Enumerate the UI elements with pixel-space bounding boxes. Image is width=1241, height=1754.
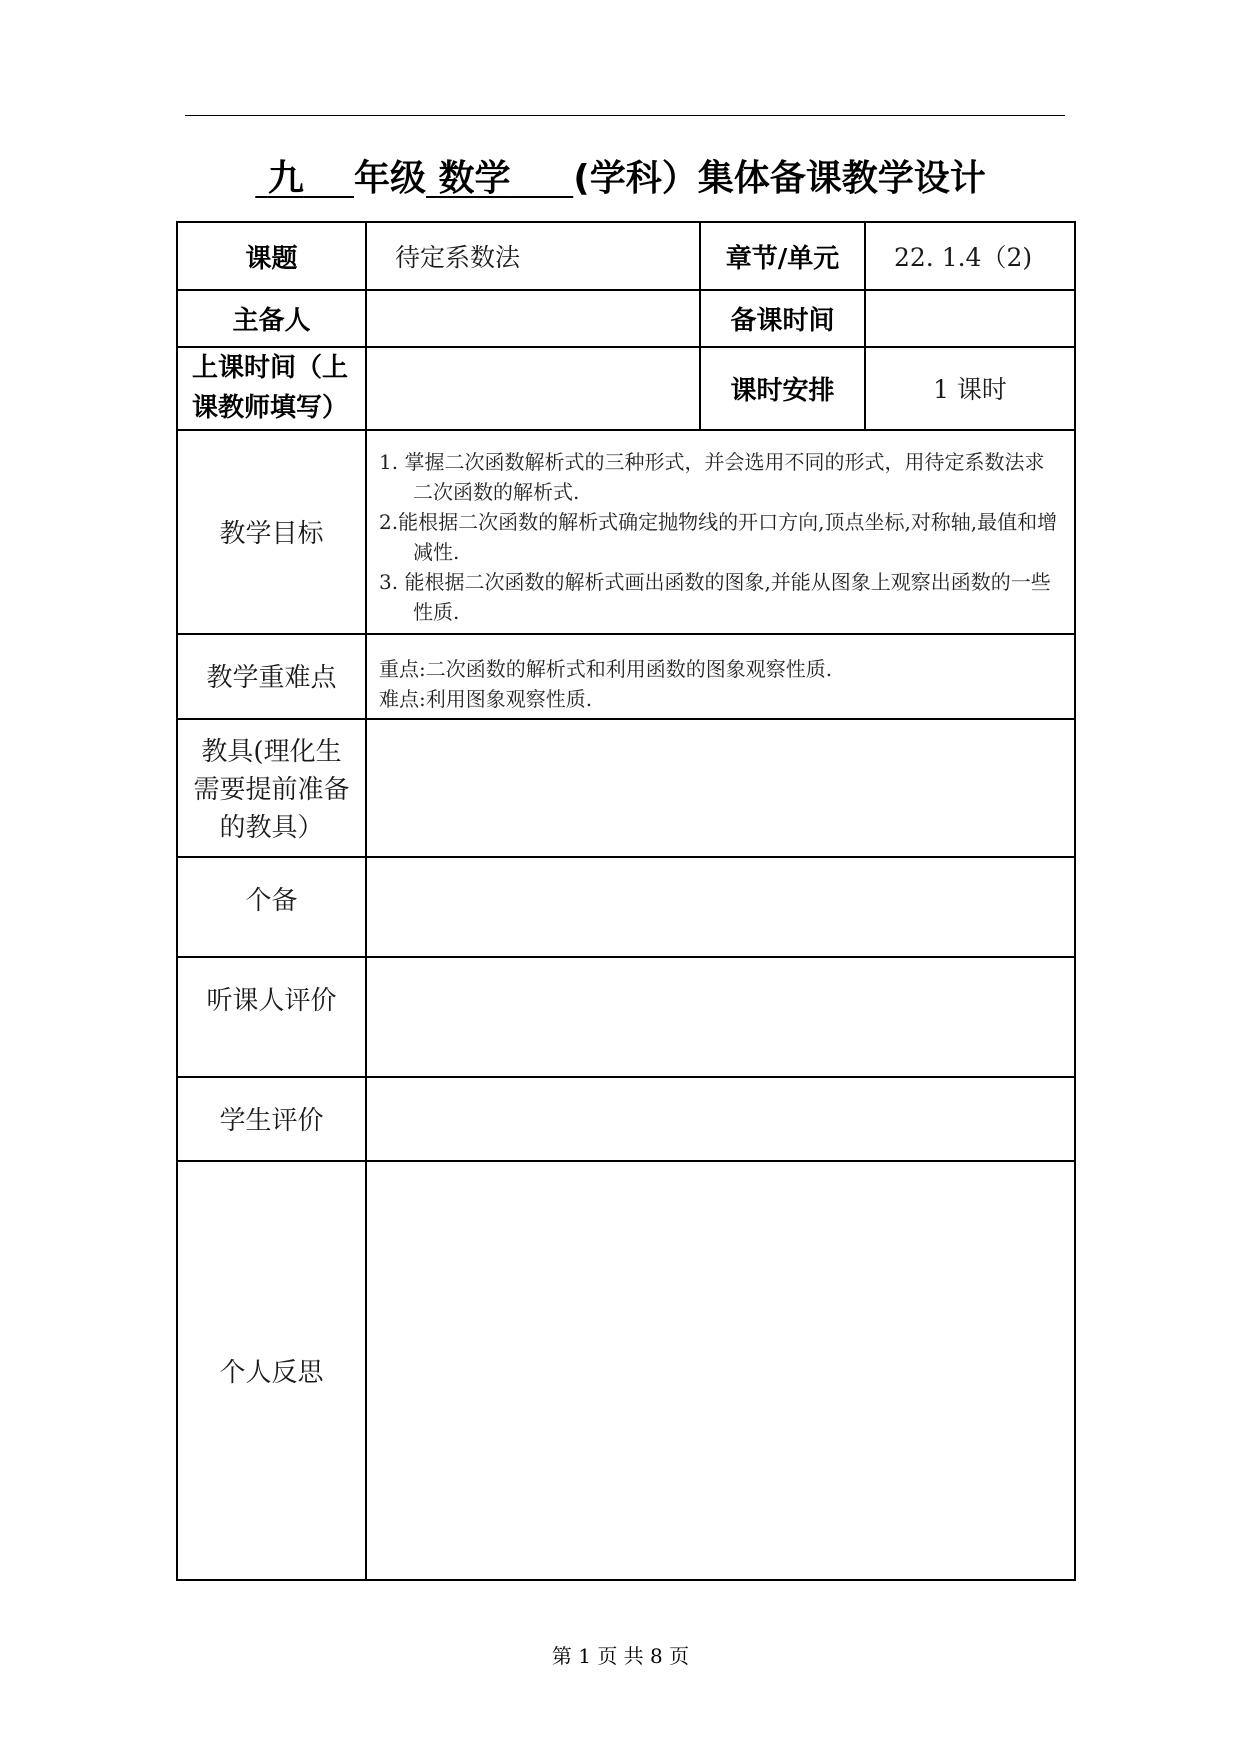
chapter-label: 章节/单元 <box>700 222 865 290</box>
header-rule <box>185 115 1065 116</box>
row-objectives <box>177 430 1075 635</box>
objective-item: 3. 能根据二次函数的解析式画出函数的图象,并能从图象上观察出函数的一些性质. <box>379 569 1051 624</box>
lesson-plan-table <box>176 221 1076 1581</box>
topic-value: 待定系数法 <box>366 222 700 290</box>
page-footer: 第 1 页 共 8 页 <box>551 1644 690 1668</box>
row-tools <box>177 719 1075 856</box>
row-preparer <box>177 290 1075 347</box>
objectives-label: 教学目标 <box>177 430 366 635</box>
row-student-eval <box>177 1077 1075 1160</box>
tools-value[interactable] <box>366 719 1075 856</box>
objectives-cell <box>366 430 1075 635</box>
topic-label: 课题 <box>177 222 366 290</box>
preparer-value[interactable] <box>366 290 700 347</box>
class-time-label: 上课时间（上课教师填写） <box>177 347 366 429</box>
row-class-time <box>177 347 1075 429</box>
objective-item: 2.能根据二次函数的解析式确定抛物线的开口方向,顶点坐标,对称轴,最值和增减性. <box>379 509 1058 564</box>
title-subject: 数学 <box>438 158 511 199</box>
key-points-cell <box>366 634 1075 719</box>
student-eval-label: 学生评价 <box>177 1077 366 1160</box>
key-points-label: 教学重难点 <box>177 634 366 719</box>
schedule-label: 课时安排 <box>700 347 865 429</box>
row-individual-prep <box>177 857 1075 957</box>
prep-time-label: 备课时间 <box>700 290 865 347</box>
observer-eval-label: 听课人评价 <box>177 957 366 1077</box>
title-rest: (学科）集体备课教学设计 <box>573 158 986 199</box>
row-observer-eval <box>177 957 1075 1077</box>
individual-prep-label: 个备 <box>177 857 366 957</box>
reflection-label: 个人反思 <box>177 1161 366 1580</box>
row-reflection <box>177 1161 1075 1580</box>
class-time-value[interactable] <box>366 347 700 429</box>
difficult-point: 难点:利用图象观察性质. <box>379 686 593 711</box>
objective-item: 1. 掌握二次函数解析式的三种形式，并会选用不同的形式，用待定系数法求二次函数的解析式. <box>379 449 1045 504</box>
row-key-points <box>177 634 1075 719</box>
tools-label: 教具(理化生需要提前准备的教具） <box>177 719 366 856</box>
individual-prep-value[interactable] <box>366 857 1075 957</box>
title-grade: 九 <box>267 158 304 199</box>
chapter-value: 22. 1.4（2) <box>865 222 1075 290</box>
prep-time-value[interactable] <box>865 290 1075 347</box>
objectives-list <box>367 437 1074 627</box>
reflection-value[interactable] <box>366 1161 1075 1580</box>
row-topic <box>177 222 1075 290</box>
key-point: 重点:二次函数的解析式和利用函数的图象观察性质. <box>379 656 833 681</box>
student-eval-value[interactable] <box>366 1077 1075 1160</box>
preparer-label: 主备人 <box>177 290 366 347</box>
schedule-value: 1 课时 <box>865 347 1075 429</box>
title-grade-suffix: 年级 <box>353 158 426 199</box>
observer-eval-value[interactable] <box>366 957 1075 1077</box>
page-title <box>0 150 1241 201</box>
